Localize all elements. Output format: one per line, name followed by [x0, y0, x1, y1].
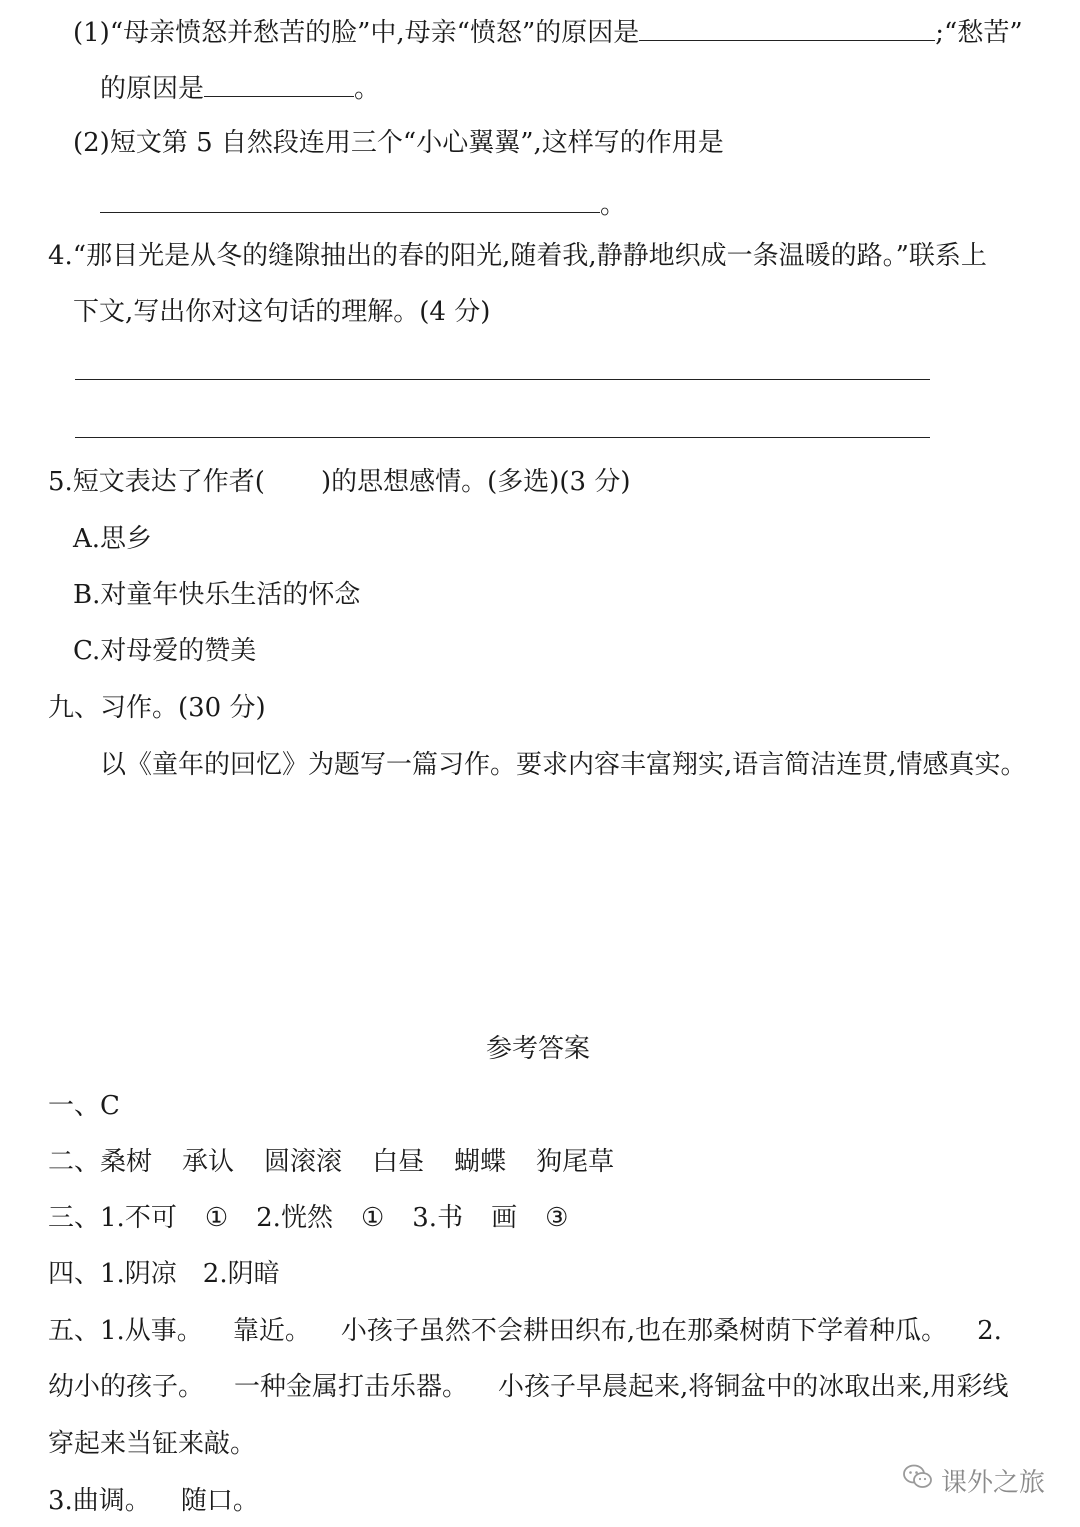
answer-3-part: 画 [491, 1203, 518, 1233]
answer-5-part: 随口。 [180, 1486, 259, 1516]
q4-text-1: 4.“那目光是从冬的缝隙抽出的春的阳光,随着我,静静地织成一条温暖的路。”联系上 [48, 241, 987, 271]
q3-2-line2 [100, 186, 626, 222]
answer-2-label: 二、 [48, 1147, 101, 1177]
answer-5-part: 2. [977, 1316, 1002, 1346]
q3-1-line1 [73, 14, 1023, 50]
answer-3-label: 三、 [48, 1203, 101, 1233]
answer-5-part: 靠近。 [232, 1316, 311, 1346]
q3-2-line1 [73, 126, 724, 160]
q3-1-line2 [100, 70, 380, 106]
watermark [903, 1460, 1045, 1500]
q5-stem-b: )的思想感情。(多选)(3 分) [320, 467, 631, 497]
answer-blank[interactable] [639, 14, 935, 41]
q3-1-text-a: (1)“母亲愤怒并愁苦的脸”中,母亲“愤怒”的原因是 [73, 18, 640, 48]
answer-1: 一、C [48, 1091, 120, 1121]
period: 。 [600, 190, 627, 220]
answer-2-word: 蝴蝶 [454, 1147, 507, 1177]
answer-4: 四、1.阴凉 2.阴暗 [48, 1259, 280, 1289]
section9-title: 九、习作。(30 分) [48, 693, 266, 723]
answer-5-part: 小孩子早晨起来,将铜盆中的冰取出来,用彩线 [498, 1372, 1009, 1402]
q3-1-text-b: ;“愁苦” [935, 18, 1023, 48]
q4-text-2: 下文,写出你对这句话的理解。(4 分) [73, 297, 491, 327]
answer-2-word: 圆滚滚 [264, 1147, 343, 1177]
q4-line1 [48, 239, 987, 273]
answer-line-1[interactable] [75, 379, 930, 380]
q5-option-c: C.对母爱的赞美 [73, 636, 257, 666]
answer-line-2[interactable] [75, 437, 930, 438]
answer-5-part: 3.曲调。 [48, 1486, 151, 1516]
answer-5-line1 [48, 1314, 1002, 1348]
period: 。 [354, 74, 381, 104]
answer-5-line4 [48, 1484, 259, 1518]
answer-5-line3: 穿起来当钲来敲。 [48, 1429, 257, 1459]
answers-heading: 参考答案 [486, 1034, 591, 1064]
q3-2-text: (2)短文第 5 自然段连用三个“小心翼翼”,这样写的作用是 [73, 128, 724, 158]
watermark-text: 课外之旅 [941, 1467, 1046, 1498]
answer-5-part: 小孩子虽然不会耕田织布,也在那桑树荫下学着种瓜。 [340, 1316, 948, 1346]
answer-blank[interactable] [100, 186, 600, 213]
q4-line2 [73, 295, 490, 329]
q5-stem [48, 465, 630, 499]
q5-option-a: A.思乡 [73, 524, 153, 554]
q3-1-text-c: 的原因是 [100, 74, 205, 104]
answer-5-part: 五、1.从事。 [48, 1316, 203, 1346]
answer-3-part: 2.恍然 [256, 1203, 333, 1233]
answer-5-part: 幼小的孩子。 [48, 1372, 205, 1402]
q5-option-b: B.对童年快乐生活的怀念 [73, 580, 361, 610]
q5-stem-a: 5.短文表达了作者( [48, 467, 265, 497]
wechat-icon [903, 1464, 933, 1497]
answer-2-word: 白昼 [372, 1147, 425, 1177]
answer-2-word: 狗尾草 [536, 1147, 615, 1177]
answer-3-mark: ① [360, 1203, 385, 1233]
answer-3-part: 1.不可 [100, 1203, 177, 1233]
answer-blank[interactable] [204, 70, 354, 97]
answer-2 [48, 1145, 614, 1179]
section9-prompt: 以《童年的回忆》为题写一篇习作。要求内容丰富翔实,语言简洁连贯,情感真实。 [100, 750, 1027, 780]
answer-2-word: 承认 [182, 1147, 235, 1177]
answer-3 [48, 1201, 568, 1235]
answer-5-line2 [48, 1370, 1009, 1404]
answer-3-part: 3.书 [412, 1203, 464, 1233]
answer-2-word: 桑树 [100, 1147, 153, 1177]
answer-3-mark: ① [204, 1203, 229, 1233]
answer-3-mark: ③ [545, 1203, 569, 1233]
answer-5-part: 一种金属打击乐器。 [234, 1372, 469, 1402]
